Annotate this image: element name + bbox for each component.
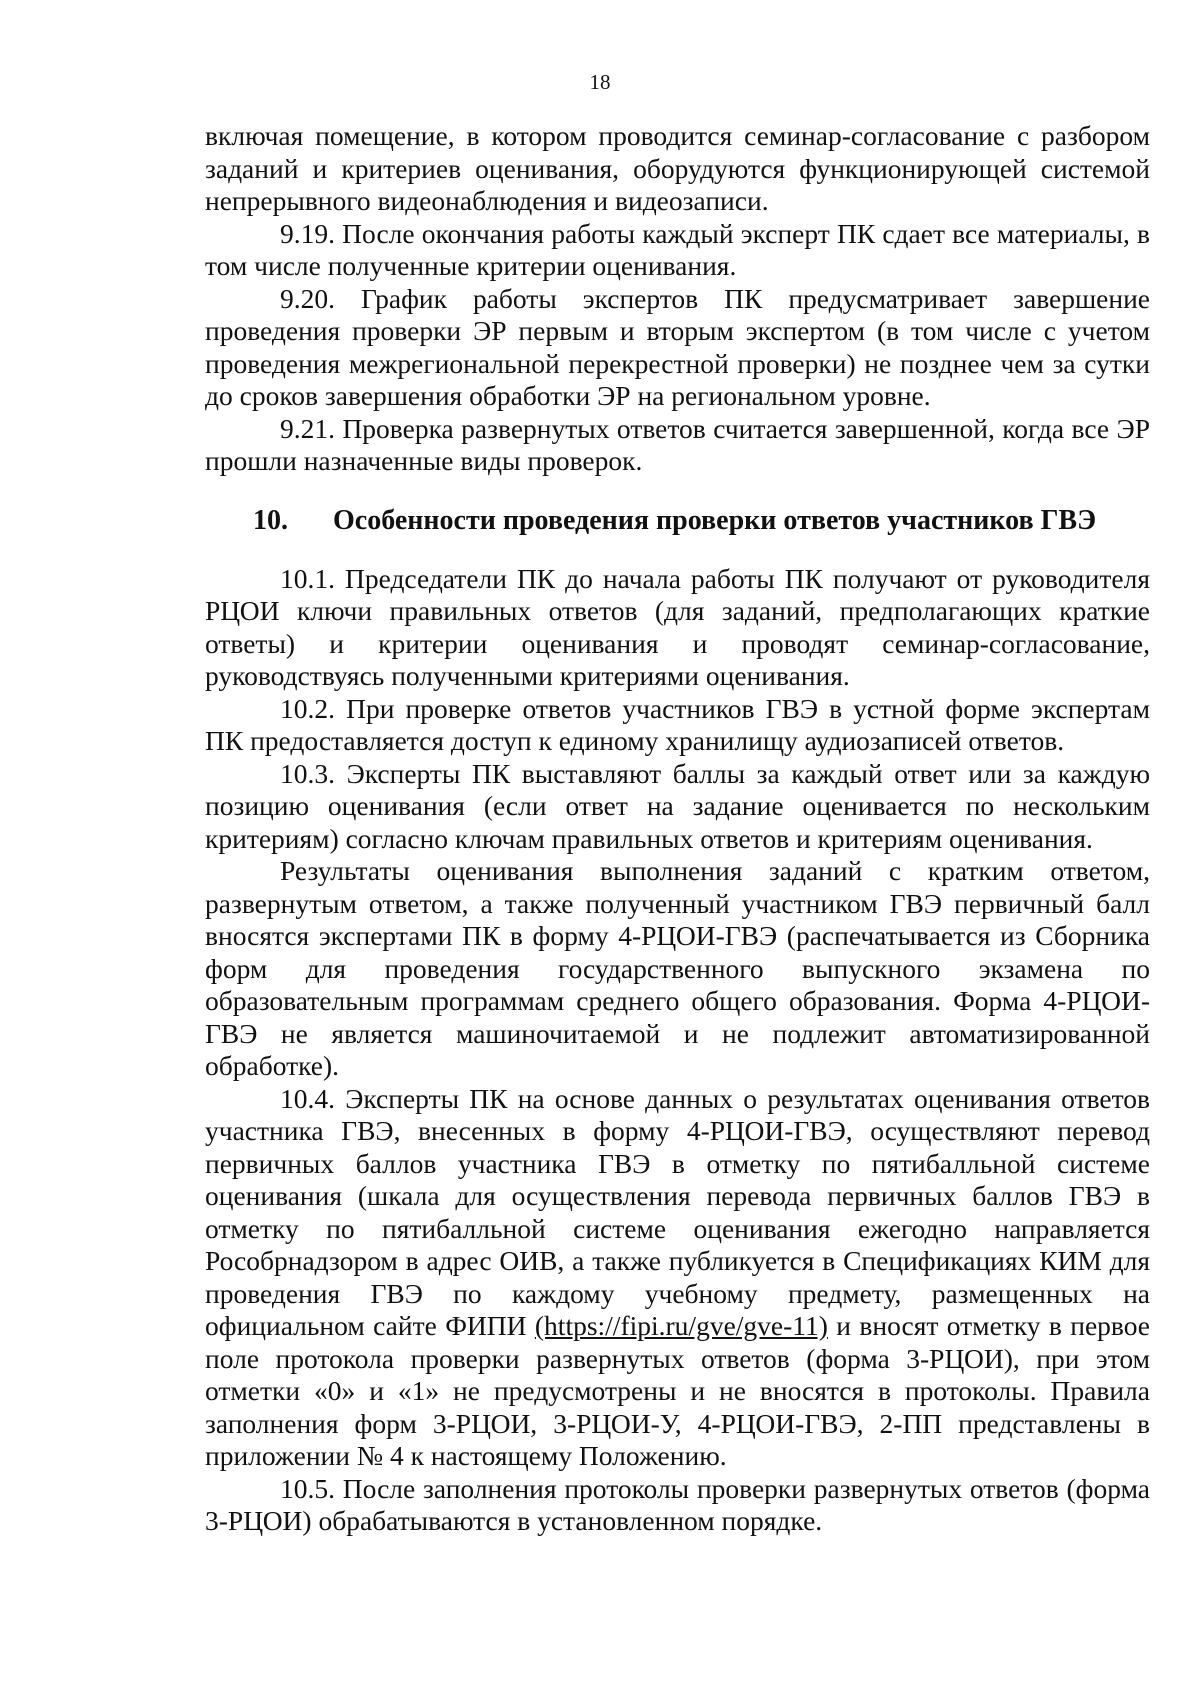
paragraph-9-20: 9.20. График работы экспертов ПК предусматривает завершение проведения проверки ЭР первым и вторым экспертом (в том числе с учетом проведения межрегиональной перекрестной проверки) не позднее чем за сутки до сроков завершения обработки ЭР на региональном уровне. (205, 282, 1150, 411)
paragraph-10-2: 10.2. При проверке ответов участников ГВЭ в устной форме экспертам ПК предоставляется доступ к единому хранилищу аудиозаписей ответов. (205, 692, 1150, 756)
paragraph-9-21: 9.21. Проверка развернутых ответов считается завершенной, когда все ЭР прошли назначенные виды проверок. (205, 412, 1150, 476)
paragraph-9-19: 9.19. После окончания работы каждый эксперт ПК сдает все материалы, в том числе полученные критерии оценивания. (205, 217, 1150, 281)
section-number: 10. (253, 504, 288, 536)
paragraph-10-1: 10.1. Председатели ПК до начала работы ПК получают от руководителя РЦОИ ключи правильных ответов (для заданий, предполагающих краткие ответы) и критерии оценивания и проводят семинар-согласование, руководствуясь полученными критериями оценивания. (205, 562, 1150, 691)
section-heading (205, 504, 1150, 538)
paragraph-10-5: 10.5. После заполнения протоколы проверки развернутых ответов (форма 3-РЦОИ) обрабатываются в установленном порядке. (205, 1472, 1150, 1536)
paragraph-10-4-part-2: и вносят отметку в первое поле протокола проверки развернутых ответов (форма 3-РЦОИ), при этом отметки «0» и «1» не предусмотрены и не вносятся в протоколы. Правила заполнения форм 3-РЦОИ, 3-РЦОИ-У, 4-РЦОИ-ГВЭ, 2-ПП представлены в приложении № 4 к настоящему Положению. (205, 1310, 1150, 1471)
paragraph-10-4 (205, 1083, 1150, 1473)
document-body (205, 120, 1150, 1538)
paragraph-continuation: включая помещение, в котором проводится семинар-согласование с разбором заданий и критериев оценивания, оборудуются функционирующей системой непрерывного видеонаблюдения и видеозаписи. (205, 120, 1150, 216)
page-number: 18 (589, 70, 611, 94)
paragraph-10-3: 10.3. Эксперты ПК выставляют баллы за каждый ответ или за каждую позицию оценивания (если ответ на задание оценивается по нескольким критериям) согласно ключам правильных ответов и критериям оценивания. (205, 757, 1150, 854)
paragraph-10-4-part-1: 10.4. Эксперты ПК на основе данных о результатах оценивания ответов участника ГВЭ, внесенных в форму 4-РЦОИ-ГВЭ, осуществляют перевод первичных баллов участника ГВЭ в отметку по пятибалльной системе оценивания (шкала для осуществления перевода первичных баллов ГВЭ в отметку по пятибалльной системе оценивания ежегодно направляется Рособрнадзором в адрес ОИВ, а также публикуется в Спецификациях КИМ для проведения ГВЭ по каждому учебному предмету, размещенных на официальном сайте ФИПИ (205, 1082, 1150, 1341)
paragraph-results: Результаты оценивания выполнения заданий с кратким ответом, развернутым ответом, а также полученный участником ГВЭ первичный балл вносятся экспертами ПК в форму 4-РЦОИ-ГВЭ (распечатывается из Сборника форм для проведения государственного выпускного экзамена по образовательным программам среднего общего образования. Форма 4-РЦОИ-ГВЭ не является машиночитаемой и не подлежит автоматизированной обработке). (205, 855, 1150, 1081)
fipi-link[interactable]: (https://fipi.ru/gve/gve-11) (534, 1310, 828, 1341)
section-title: Особенности проведения проверки ответов участников ГВЭ (333, 504, 1097, 536)
